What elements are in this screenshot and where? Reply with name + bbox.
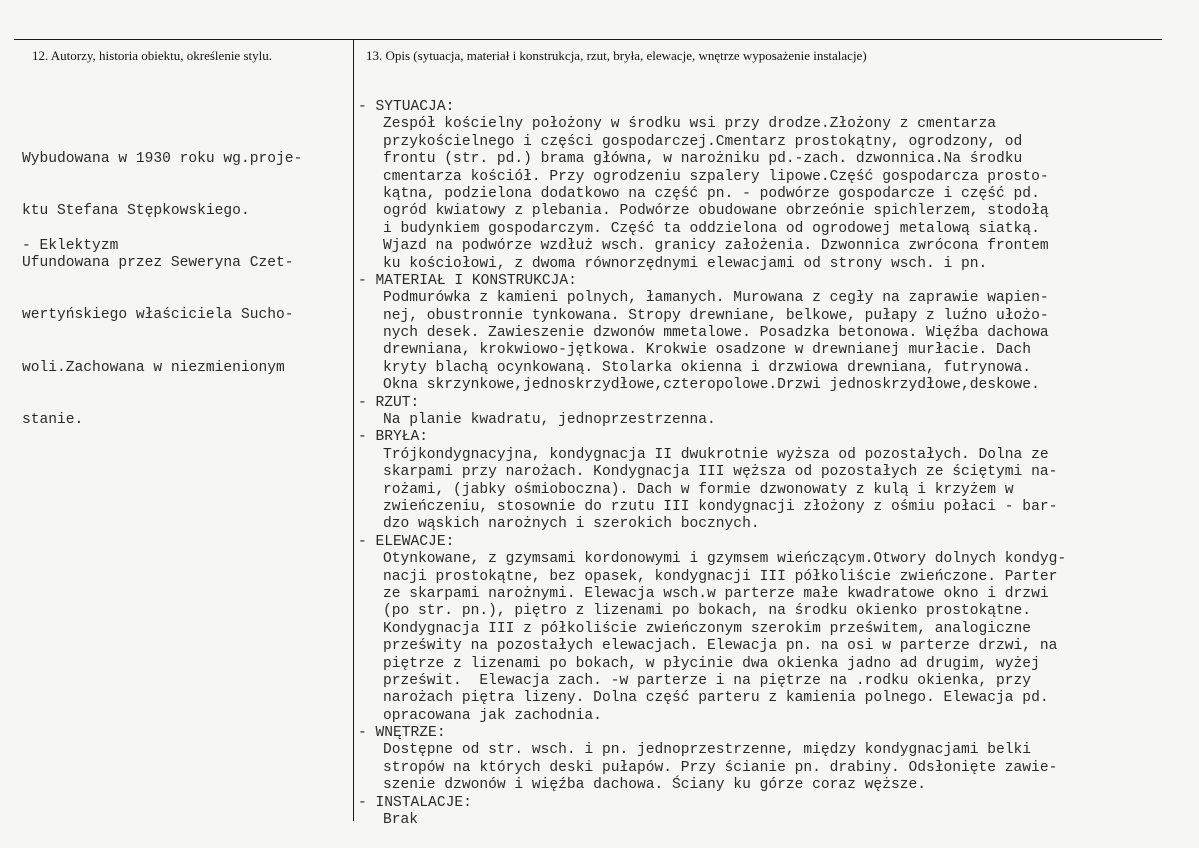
section-line: Na planie kwadratu, jednoprzestrzenna. <box>383 412 716 429</box>
section-line: szenie dzwonów i więźba dachowa. Ściany ku górze coraz węższe. <box>383 777 926 794</box>
header-authors-history-style: 12. Autorzy, historia obiektu, określenie stylu. <box>32 48 272 63</box>
section-line: nacji prostokątne, bez opasek, kondygnacji III półkoliście zwieńczone. Parter <box>383 568 1058 585</box>
section-heading: - INSTALACJE: <box>358 794 472 811</box>
section-line: skarpami przy narożach. Kondygnacja III węższa od pozostałych ze ściętymi na- <box>383 464 1058 481</box>
section-line: prześwity na pozostałych elewacjach. Elewacja pn. na osi w parterze drzwi, na <box>383 638 1058 655</box>
header-description: 13. Opis (sytuacja, materiał i konstrukcja, rzut, bryła, elewacje, wnętrze wyposażenie instalacje) <box>366 48 867 63</box>
section-line: frontu (str. pd.) brama główna, w narożniku pd.-zach. dzwonnica.Na środku <box>383 151 1023 168</box>
left-line: stanie. <box>22 411 84 428</box>
section-heading: - SYTUACJA: <box>358 99 455 115</box>
left-line: Ufundowana przez Seweryna Czet- <box>22 255 294 272</box>
section-heading: - MATERIAŁ I KONSTRUKCJA: <box>358 272 577 289</box>
left-column-text <box>22 116 350 447</box>
section-line: kątna, podzielona dodatkowo na część pn. - podwórze gospodarcze i część pd. <box>383 185 1040 202</box>
description-section <box>358 795 1188 830</box>
description-section <box>358 725 1188 795</box>
section-line: Otynkowane, z gzymsami kordonowymi i gzymsem wieńczącym.Otwory dolnych kondyg- <box>383 551 1067 568</box>
section-line: rożami, (jabky ośmioboczna). Dach w formie dzwonowaty z kulą i krzyżem w <box>383 481 1014 498</box>
left-line: Wybudowana w 1930 roku wg.proje- <box>22 150 303 167</box>
section-line: zwieńczeniu, stosownie do rzutu III kondygnacji złożony z ośmiu połaci - bar- <box>383 498 1058 515</box>
column-divider <box>353 39 354 821</box>
section-line: opracowana jak zachodnia. <box>383 707 602 724</box>
top-rule <box>14 39 1162 40</box>
section-line: cmentarza kościół. Przy ogrodzeniu szpalery lipowe.Część gospodarcza prosto- <box>383 168 1049 185</box>
section-line: prześwit. Elewacja zach. -w parterze i na piętrze na .rodku okienka, przy <box>383 672 1032 689</box>
section-line: Wjazd na podwórze wzdłuż wsch. granicy założenia. Dzwonnica zwrócona frontem <box>383 238 1049 255</box>
section-heading: - RZUT: <box>358 394 420 411</box>
description-section <box>358 273 1188 395</box>
section-line: drewniana, krokwiowo-jętkowa. Krokwie osadzone w drewnianej murłacie. Dach <box>383 342 1032 359</box>
section-line: nej, obustronnie tynkowana. Stropy drewniane, belkowe, pułapy z luźno ułożo- <box>383 307 1049 324</box>
section-line: ze skarpami narożnymi. Elewacja wsch.w parterze małe kwadratowe okno i drzwi <box>383 585 1049 602</box>
description-section <box>358 429 1188 533</box>
section-line: i budynkiem gospodarczym. Część ta oddzielona od ogrodowej metalową siatką. <box>383 220 1040 237</box>
section-line: narożach piętra lizeny. Dolna część parteru z kamienia polnego. Elewacja pd. <box>383 690 1049 707</box>
section-line: dzo wąskich narożnych i szerokich bocznych. <box>383 516 760 533</box>
left-line: ktu Stefana Stępkowskiego. <box>22 203 250 220</box>
section-line: nych desek. Zawieszenie dzwonów mmetalowe. Posadzka betonowa. Więźba dachowa <box>383 325 1049 342</box>
section-line: piętrze z lizenami po bokach, w płycinie dwa okienka jadno ad drugim, wyżej <box>383 655 1040 672</box>
section-line: Okna skrzynkowe,jednoskrzydłowe,czteropolowe.Drzwi jednoskrzydłowe,deskowe. <box>383 377 1040 394</box>
style-classification: - Eklektyzm <box>22 238 119 254</box>
left-line: woli.Zachowana w niezmienionym <box>22 359 285 376</box>
section-line: przykościelnego i części gospodarczej.Cmentarz prostokątny, ogrodzony, od <box>383 133 1023 150</box>
section-line: ku kościołowi, z dwoma równorzędnymi elewacjami od strony wsch. i pn. <box>383 255 988 272</box>
section-line: Podmurówka z kamieni polnych, łamanych. Murowana z cegły na zaprawie wapien- <box>383 290 1049 307</box>
left-line: wertyńskiego właściciela Sucho- <box>22 307 294 324</box>
section-line: ogród kwiatowy z plebania. Podwórze obudowane obrzeónie spichlerzem, stodołą <box>383 203 1049 220</box>
section-line: Kondygnacja III z półkoliście zwieńczonym szerokim prześwitem, analogiczne <box>383 620 1032 637</box>
section-heading: - ELEWACJE: <box>358 533 455 550</box>
section-line: Zespół kościelny położony w środku wsi przy drodze.Złożony z cmentarza <box>383 116 997 133</box>
section-line: (po str. pn.), piętro z lizenami po bokach, na środku okienko prostokątne. <box>383 603 1032 620</box>
description-section <box>358 395 1188 430</box>
section-line: Brak <box>383 812 419 829</box>
description-section <box>358 99 1188 273</box>
section-heading: - BRYŁA: <box>358 429 429 446</box>
section-line: Dostępne od str. wsch. i pn. jednoprzestrzenne, między kondygnacjami belki <box>383 742 1032 759</box>
section-heading: - WNĘTRZE: <box>358 725 446 742</box>
description-section <box>358 534 1188 725</box>
section-line: Trójkondygnacyjna, kondygnacja II dwukrotnie wyższa od pozostałych. Dolna ze <box>383 446 1049 463</box>
description-column <box>358 99 1188 829</box>
section-line: kryty blachą ocynkowaną. Stolarka okienna i drzwiowa drewniana, futrynowa. <box>383 359 1032 376</box>
section-line: stropów na których deski pułapów. Przy ścianie pn. drabiny. Odsłonięte zawie- <box>383 759 1058 776</box>
